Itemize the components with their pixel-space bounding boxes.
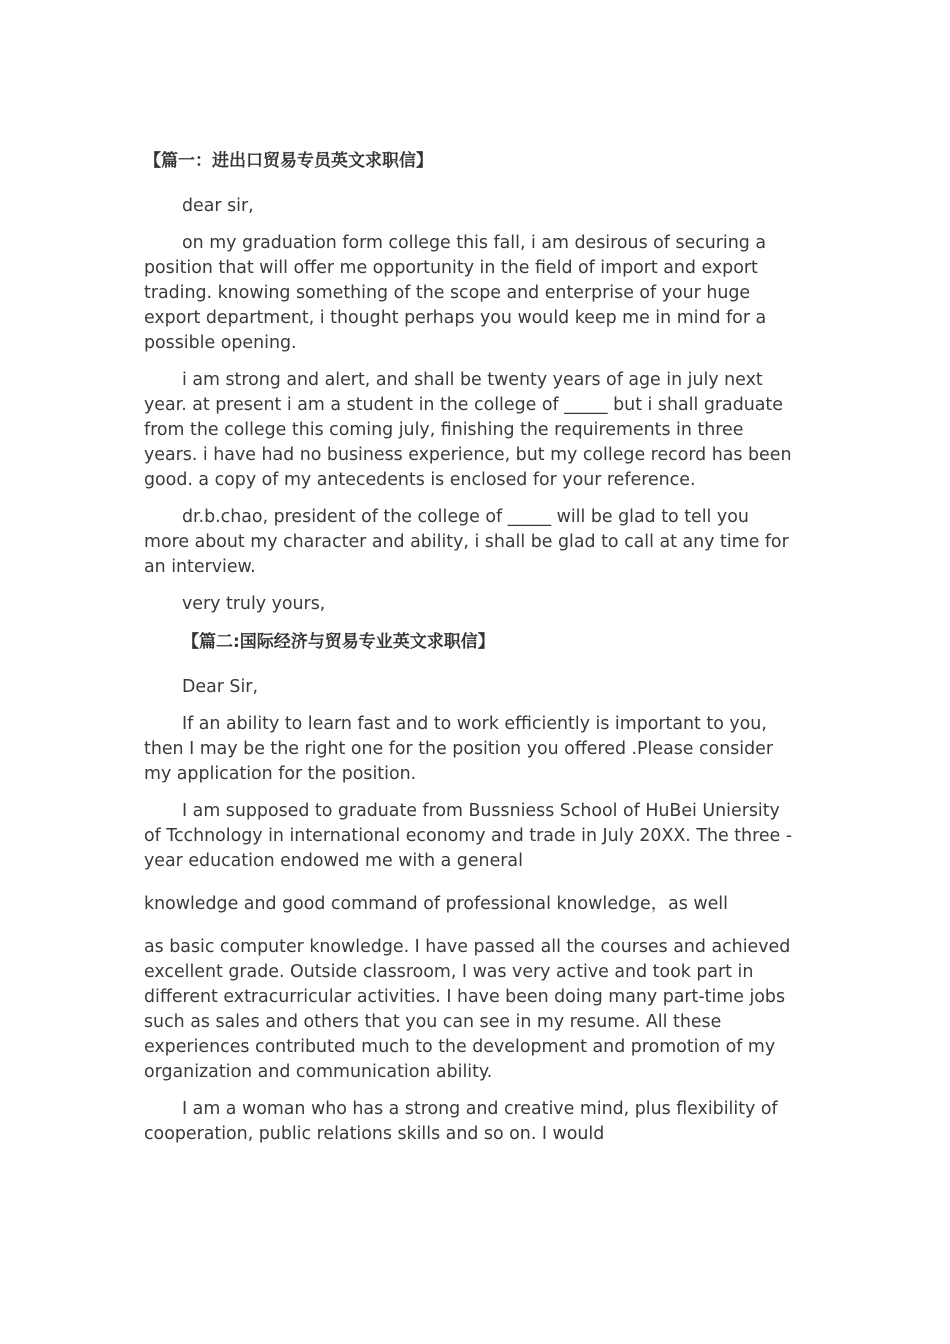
section2-paragraph-2-part-1: I am supposed to graduate from Bussniess School of HuBei Uniersity of Tcchnology in international economy and trade in July 20XX. The three -year education endowed me with a general <box>144 801 793 871</box>
document-body <box>144 148 796 1159</box>
section2-paragraph-2-part-3: as basic computer knowledge. I have passed all the courses and achieved excellent grade. Outside classroom, I was very active and took part in different extracurricular activities. I have been doing many part-time jobs such as sales and others that you can see in my resume. All these experiences contributed much to the development and promotion of my organization and communication ability. <box>144 937 791 1082</box>
section2-paragraph-2-part-2: knowledge and good command of professional knowledge，as well <box>144 894 728 914</box>
section1-title: 【篇一：进出口贸易专员英文求职信】 <box>144 151 433 171</box>
section1-closing: very truly yours, <box>182 594 326 614</box>
section1-paragraph-3: dr.b.chao, president of the college of _____ will be glad to tell you more about my character and ability, i shall be glad to call at any time for an interview. <box>144 507 789 577</box>
section2-salutation: Dear Sir, <box>182 677 258 697</box>
section2-paragraph-3: I am a woman who has a strong and creative mind, plus flexibility of cooperation, public relations skills and so on. I would <box>144 1099 778 1144</box>
section1-paragraph-2: i am strong and alert, and shall be twenty years of age in july next year. at present i am a student in the college of _____ but i shall graduate from the college this coming july, finishing the requirements in three years. i have had no business experience, but my college record has been good. a copy of my antecedents is enclosed for your reference. <box>144 370 792 490</box>
section1-salutation: dear sir, <box>182 196 254 216</box>
section1-paragraph-1: on my graduation form college this fall, i am desirous of securing a position that will offer me opportunity in the field of import and export trading. knowing something of the scope and enterprise of your huge export department, i thought perhaps you would keep me in mind for a possible opening. <box>144 233 767 353</box>
section2-paragraph-1: If an ability to learn fast and to work efficiently is important to you, then I may be the right one for the position you offered .Please consider my application for the position. <box>144 714 774 784</box>
section2-title: 【篇二:国际经济与贸易专业英文求职信】 <box>182 632 495 652</box>
